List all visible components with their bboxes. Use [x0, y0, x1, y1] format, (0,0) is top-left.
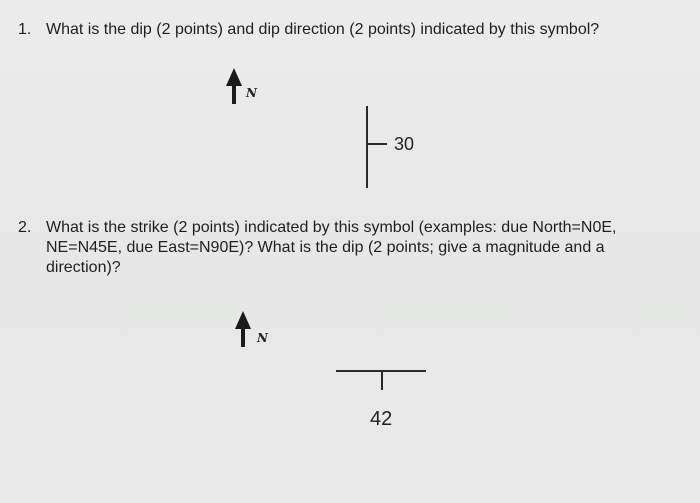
north-arrow-icon	[224, 66, 244, 106]
strike-dip-symbol-icon	[360, 104, 390, 190]
north-label-2: N	[257, 331, 268, 345]
question-1-number: 1.	[18, 21, 32, 38]
north-arrow-icon	[233, 309, 253, 349]
question-2-number: 2.	[18, 219, 32, 236]
north-arrow-1	[224, 66, 257, 106]
question-1-text: What is the dip (2 points) and dip direction (2 points) indicated by this symbol?	[46, 21, 600, 38]
strike-symbol-2	[334, 364, 428, 430]
dip-value-2: 42	[370, 408, 393, 430]
question-2	[18, 218, 658, 278]
dip-value-1: 30	[394, 134, 415, 154]
strike-dip-symbol-icon	[334, 364, 428, 394]
dip-symbol-1	[360, 104, 415, 195]
question-1	[18, 20, 678, 40]
north-label-1: N	[246, 86, 257, 100]
north-arrow-2	[233, 309, 268, 349]
question-2-text: What is the strike (2 points) indicated by this symbol (examples: due North=N0E, NE=N45E, due East=N90E)? What is the dip (2 points; give a magnitude and a direction)?	[46, 219, 617, 276]
